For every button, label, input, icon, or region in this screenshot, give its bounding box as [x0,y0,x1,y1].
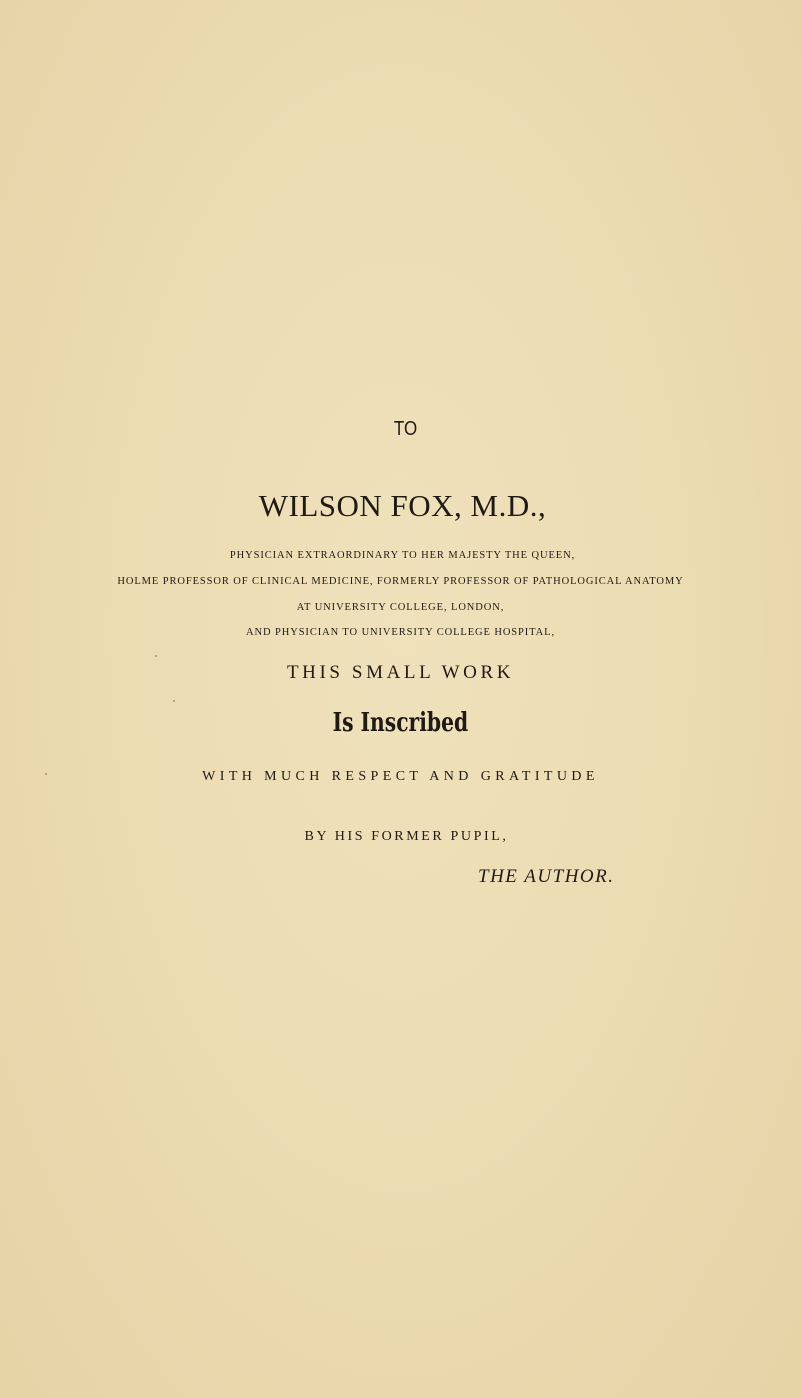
dedicatee-title-line: AND PHYSICIAN TO UNIVERSITY COLLEGE HOSPITAL, [246,627,555,638]
dedication-to: TO [393,418,418,440]
pupil-line: BY HIS FORMER PUPIL, [304,829,509,844]
author-signature: THE AUTHOR. [478,866,615,887]
inscribed-line: Is Inscribed [332,708,469,738]
dedicatee-title-line: AT UNIVERSITY COLLEGE, LONDON, [296,602,505,613]
work-line: THIS SMALL WORK [286,662,515,683]
respect-line: WITH MUCH RESPECT AND GRATITUDE [202,769,599,784]
dedicatee-title-line: HOLME PROFESSOR OF CLINICAL MEDICINE, FORMERLY PROFESSOR OF PATHOLOGICAL ANATOMY [117,576,684,587]
dedicatee-title-line: PHYSICIAN EXTRAORDINARY TO HER MAJESTY THE QUEEN, [229,550,576,561]
paper-speck [173,700,175,702]
paper-speck [155,655,157,657]
dedicatee-name: WILSON FOX, M.D., [258,488,547,523]
